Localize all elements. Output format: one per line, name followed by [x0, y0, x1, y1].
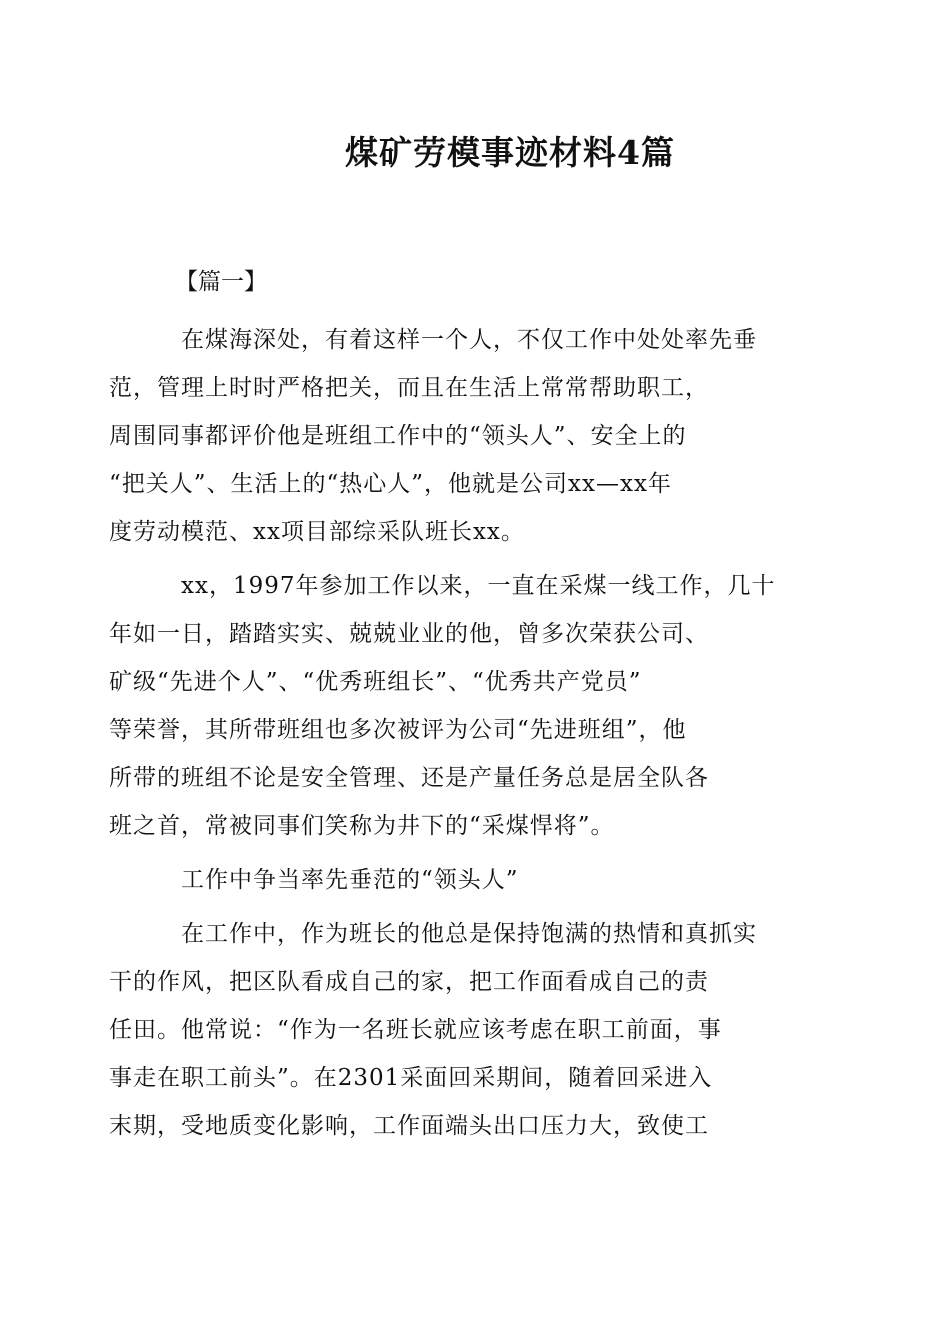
section-marker: 【篇一】: [175, 269, 267, 295]
paragraph-line: 在工作中，作为班长的他总是保持饱满的热情和真抓实: [181, 921, 757, 947]
paragraph-line: 所带的班组不论是安全管理、还是产量任务总是居全队各: [109, 765, 709, 791]
paragraph-4: [109, 910, 800, 1150]
paragraph-line: 班之首，常被同事们笑称为井下的“采煤悍将”。: [109, 813, 615, 839]
paragraph-line: 工作中争当率先垂范的“领头人”: [181, 867, 519, 893]
paragraph-2: [109, 562, 800, 850]
paragraph-line: 任田。他常说：“作为一名班长就应该考虑在职工前面，事: [109, 1017, 722, 1043]
paragraph-1: [109, 316, 800, 556]
paragraph-line: 周围同事都评价他是班组工作中的“领头人”、安全上的: [109, 423, 687, 449]
paragraph-line: 在煤海深处，有着这样一个人，不仅工作中处处率先垂: [181, 327, 757, 353]
paragraph-line: 范，管理上时时严格把关，而且在生活上常常帮助职工，: [109, 375, 709, 401]
document-title: 煤矿劳模事迹材料4篇: [345, 133, 675, 172]
paragraph-line: 度劳动模范、xx项目部综采队班长xx。: [109, 519, 525, 545]
paragraph-line: 等荣誉，其所带班组也多次被评为公司“先进班组”，他: [109, 717, 687, 743]
paragraph-line: xx，1997年参加工作以来，一直在采煤一线工作，几十: [181, 573, 776, 599]
paragraph-line: 矿级“先进个人”、“优秀班组长”、“优秀共产党员”: [109, 669, 642, 695]
document-body: [109, 258, 800, 1156]
paragraph-line: 年如一日，踏踏实实、兢兢业业的他，曾多次荣获公司、: [109, 621, 709, 647]
paragraph-line: “把关人”、生活上的“热心人”，他就是公司xx—xx年: [109, 471, 672, 497]
paragraph-3-subheading: [145, 856, 800, 904]
paragraph-line: 干的作风，把区队看成自己的家，把工作面看成自己的责: [109, 969, 709, 995]
paragraph-line: 末期，受地质变化影响，工作面端头出口压力大，致使工: [109, 1113, 709, 1139]
paragraph-line: 事走在职工前头”。在2301采面回采期间，随着回采进入: [109, 1065, 713, 1091]
